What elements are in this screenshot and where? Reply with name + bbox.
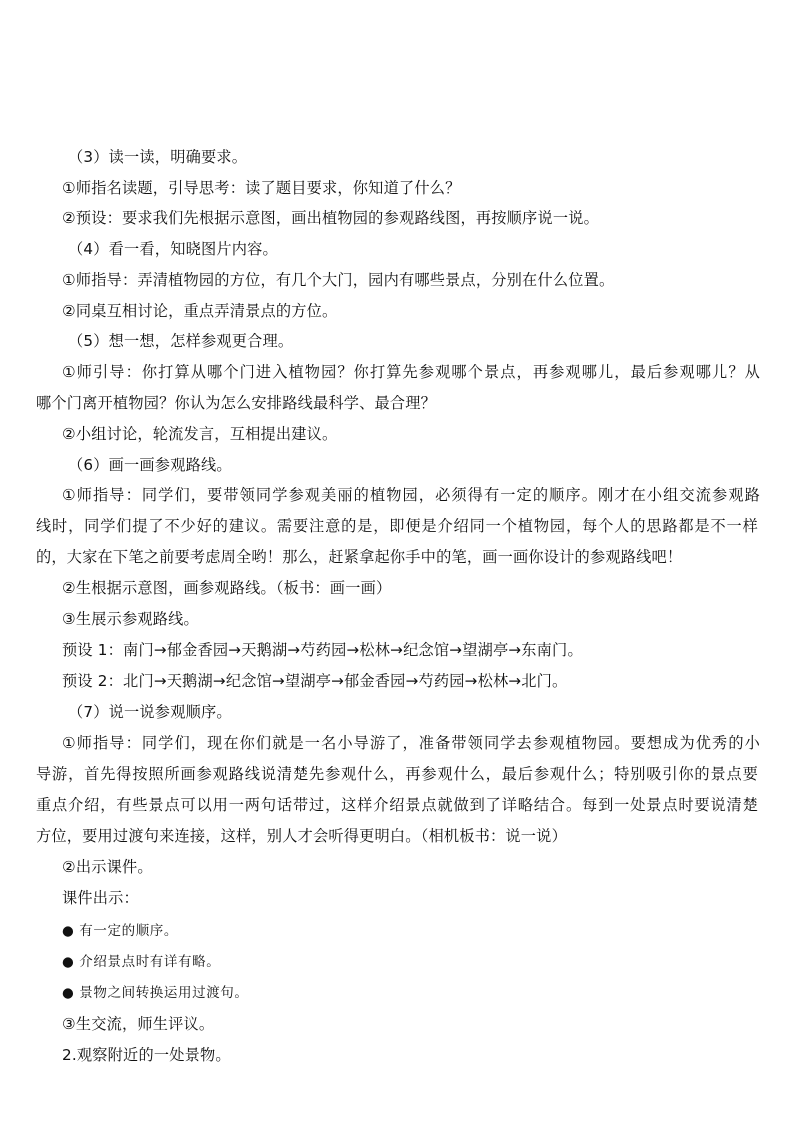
- section-heading-3: （3）读一读，明确要求。: [68, 148, 248, 166]
- paragraph: ③生展示参观路线。: [62, 610, 199, 628]
- route-preset-2: 预设 2：北门→天鹅湖→纪念馆→望湖亭→郁金香园→芍药园→松林→北门。: [62, 672, 568, 690]
- paragraph-line: ①师引导：你打算从哪个门进入植物园？你打算先参观哪个景点，再参观哪儿，最后参观哪儿？从: [62, 363, 760, 381]
- paragraph: ②预设：要求我们先根据示意图，画出植物园的参观路线图，再按顺序说一说。: [62, 209, 599, 227]
- paragraph-line: 的，大家在下笔之前要考虑周全哟！那么，赶紧拿起你手中的笔，画一画你设计的参观路线吧！: [36, 548, 683, 566]
- paragraph: ②生根据示意图，画参观路线。（板书：画一画）: [62, 579, 392, 597]
- section-heading-6: （6）画一画参观路线。: [68, 456, 232, 474]
- paragraph-line: ①师指导：同学们，要带领同学参观美丽的植物园，必须得有一定的顺序。刚才在小组交流参观路: [62, 486, 760, 504]
- bullet-text: 介绍景点时有详有略。: [79, 954, 221, 970]
- section-heading-2: 2.观察附近的一处景物。: [62, 1046, 231, 1064]
- paragraph-line: 哪个门离开植物园？你认为怎么安排路线最科学、最合理？: [36, 394, 437, 412]
- paragraph: ①师指导：弄清植物园的方位，有几个大门，园内有哪些景点，分别在什么位置。: [62, 271, 615, 289]
- bullet-icon: ●: [62, 923, 75, 939]
- paragraph: ③生交流，师生评议。: [62, 1015, 215, 1033]
- bullet-text: 有一定的顺序。: [79, 923, 178, 939]
- paragraph: ②小组讨论，轮流发言，互相提出建议。: [62, 425, 338, 443]
- bullet-icon: ●: [62, 985, 75, 1001]
- paragraph: ②同桌互相讨论，重点弄清景点的方位。: [62, 302, 338, 320]
- paragraph-line: 线时，同学们提了不少好的建议。需要注意的是，即便是介绍同一个植物园，每个人的思路都是不一样: [36, 517, 758, 535]
- route-preset-1: 预设 1：南门→郁金香园→天鹅湖→芍药园→松林→纪念馆→望湖亭→东南门。: [62, 641, 583, 659]
- paragraph-line: 重点介绍，有些景点可以用一两句话带过，这样介绍景点就做到了详略结合。每到一处景点时要说清楚: [36, 796, 758, 814]
- bullet-icon: ●: [62, 954, 75, 970]
- bullet-text: 景物之间转换运用过渡句。: [79, 985, 249, 1001]
- section-heading-5: （5）想一想，怎样参观更合理。: [68, 332, 294, 350]
- paragraph-line: 导游，首先得按照所画参观路线说清楚先参观什么，再参观什么，最后参观什么；特别吸引你的景点要: [36, 765, 758, 783]
- paragraph-line: 方位，要用过渡句来连接，这样，别人才会听得更明白。（相机板书：说一说）: [36, 827, 567, 845]
- bullet-item: [62, 922, 758, 941]
- bullet-item: [62, 984, 758, 1003]
- section-heading-7: （7）说一说参观顺序。: [68, 703, 232, 721]
- paragraph-line: ①师指导：同学们，现在你们就是一名小导游了，准备带领同学去参观植物园。要想成为优秀的小: [62, 734, 760, 752]
- paragraph: ②出示课件。: [62, 858, 153, 876]
- courseware-label: 课件出示：: [62, 889, 139, 907]
- bullet-item: [62, 953, 758, 972]
- paragraph: ①师指名读题，引导思考：读了题目要求，你知道了什么？: [62, 179, 461, 197]
- section-heading-4: （4）看一看，知晓图片内容。: [68, 240, 278, 258]
